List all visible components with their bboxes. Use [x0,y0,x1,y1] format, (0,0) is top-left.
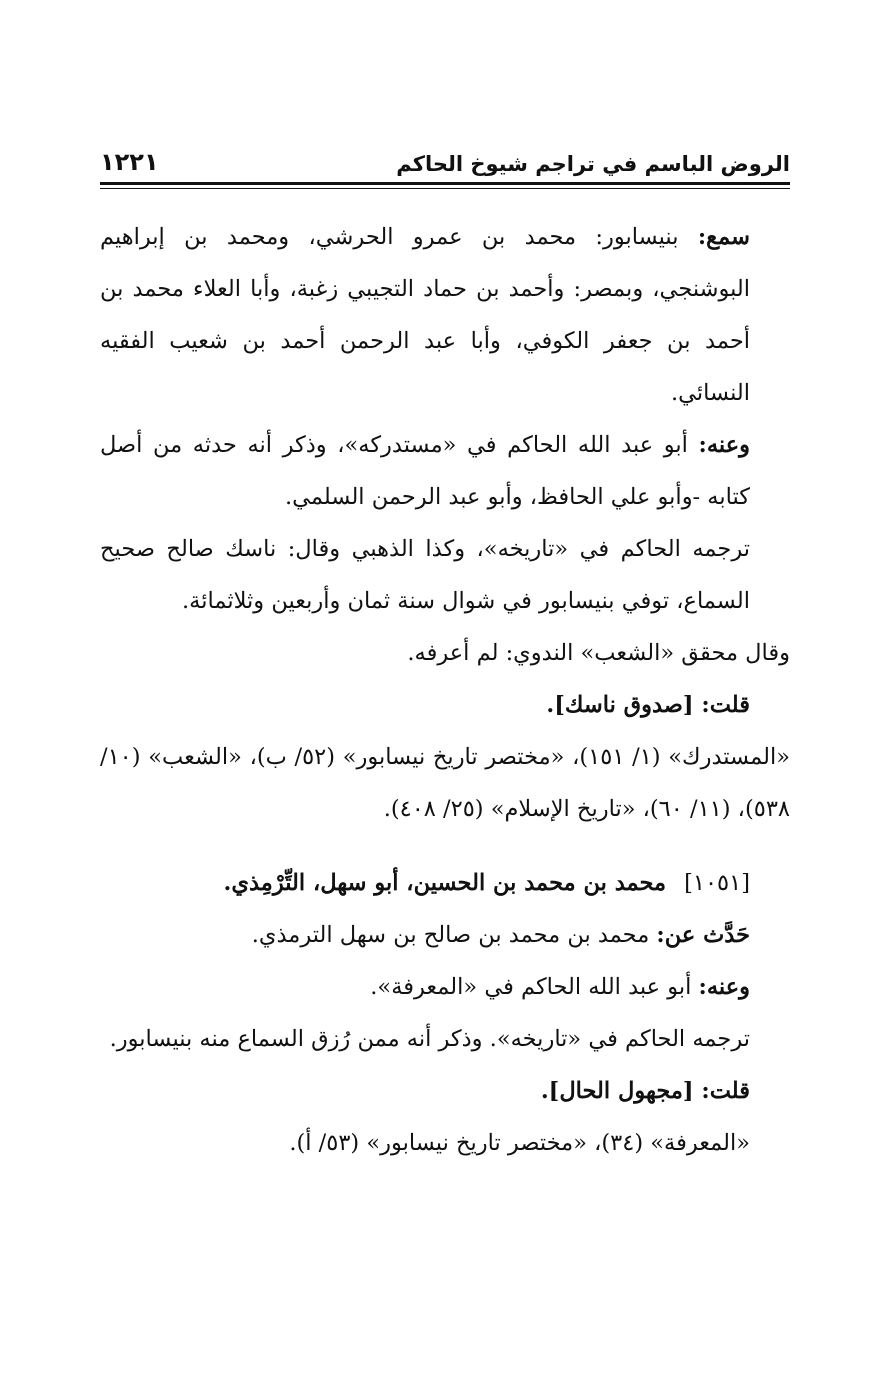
label-verdict-2: قلت: [701,1078,750,1104]
entry-heading [100,857,790,909]
paragraph-narrators-2 [100,961,790,1013]
paragraph-sources-2 [100,1117,790,1169]
book-page [100,138,790,1338]
text-editor-note: وقال محقق «الشعب» الندوي: لم أعرفه. [407,640,790,666]
label-heard: سمع: [697,224,750,250]
header-rule-thick [100,182,790,185]
text-heard: بنيسابور: محمد بن عمرو الحرشي، ومحمد بن إبراهيم البوشنجي، وبمصر: وأحمد بن حماد التجيبي زغبة، وأبا العلاء محمد بن أحمد بن جعفر الكوفي، وأبا عبد الرحمن أحمد بن شعيب الفقيه النسائي. [100,224,750,406]
paragraph-editor-note [100,627,790,679]
entry-name: محمد بن محمد بن الحسين، أبو سهل، التِّرْمِذي. [223,870,667,896]
text-from-him-2: أبو عبد الله الحاكم في «المعرفة». [370,974,699,1000]
running-title: الروض الباسم في تراجم شيوخ الحاكم [396,152,790,176]
text-from-him: أبو عبد الله الحاكم في «مستدركه»، وذكر أنه حدثه من أصل كتابه -وأبو علي الحافظ، وأبو عبد الرحمن السلمي. [100,432,750,510]
page-body [100,211,790,1169]
text-sources: «المستدرك» (١/ ١٥١)، «مختصر تاريخ نيسابور» (٥٢/ ب)، «الشعب» (١٠/ ٥٣٨)، (١١/ ٦٠)، «تاريخ الإسلام» (٢٥/ ٤٠٨). [100,744,790,822]
text-sources-2: «المعرفة» (٣٤)، «مختصر تاريخ نيسابور» (٥٣/ أ). [289,1130,750,1156]
entry-number: [١٠٥١] [684,870,750,896]
text-verdict-2: [مجهول الحال]. [540,1078,702,1104]
paragraph-verdict-2 [100,1065,790,1117]
text-verdict: [صدوق ناسك]. [546,692,702,718]
text-biography: ترجمه الحاكم في «تاريخه»، وكذا الذهبي وقال: ناسك صالح صحيح السماع، توفي بنيسابور في شوال سنة ثمان وأربعين وثلاثمائة. [100,536,750,614]
label-from-him: وعنه: [698,432,750,458]
paragraph-narrators [100,419,790,523]
paragraph-narrated-from [100,909,790,961]
page-number: ١٢٢١ [100,148,159,176]
paragraph-verdict [100,679,790,731]
label-narrated-from: حَدَّث عن: [656,922,750,948]
paragraph-biography [100,523,790,627]
paragraph-biography-2 [100,1013,790,1065]
paragraph-sources [100,731,790,835]
page-header [100,138,790,176]
paragraph-heard-from [100,211,790,419]
label-verdict: قلت: [701,692,750,718]
text-biography-2: ترجمه الحاكم في «تاريخه». وذكر أنه ممن رُزق السماع منه بنيسابور. [109,1026,750,1052]
section-gap [100,835,790,857]
label-from-him-2: وعنه: [698,974,750,1000]
header-rule-thin [100,188,790,189]
text-narrated-from: محمد بن محمد بن صالح بن سهل الترمذي. [251,922,657,948]
